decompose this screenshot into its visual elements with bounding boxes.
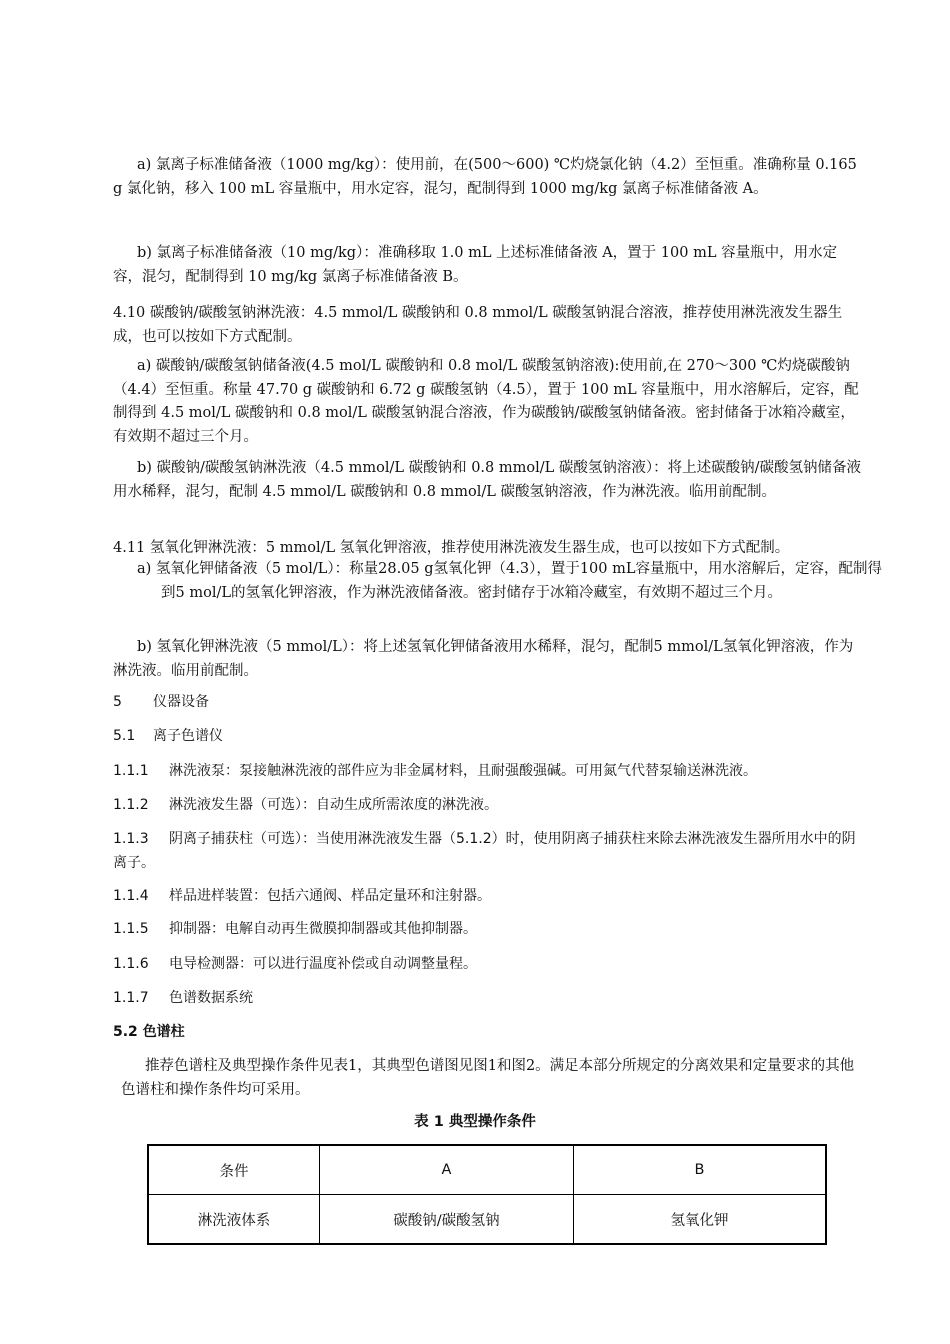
table-row <box>148 1195 826 1245</box>
heading-5-2-number: 5.2 <box>113 1024 138 1040</box>
item-1-1-6: 1.1.6 电导检测器：可以进行温度补偿或自动调整量程。 <box>113 956 477 972</box>
heading-5-number: 5 <box>113 694 122 710</box>
cell-eluent-a: 碳酸钠/碳酸氢钠 <box>320 1195 574 1245</box>
header-condition: 条件 <box>148 1145 320 1195</box>
cell-eluent-system: 淋洗液体系 <box>148 1195 320 1245</box>
para-koh-eluent-b: b) 氢氧化钾淋洗液（5 mmol/L）：将上述氢氧化钾储备液用水稀释，混匀，配制5 mmol/L氢氧化钾溶液，作为淋洗液。临用前配制。 <box>113 639 854 679</box>
item-1-1-2: 1.1.2 淋洗液发生器（可选）：自动生成所需浓度的淋洗液。 <box>113 797 498 813</box>
item-1-1-7: 1.1.7 色谱数据系统 <box>113 990 253 1006</box>
para-chloride-stock-b: b) 氯离子标准储备液（10 mg/kg）：准确移取 1.0 mL 上述标准储备液 A，置于 100 mL 容量瓶中，用水定容，混匀，配制得到 10 mg/kg 氯离子标准储备液 B。 <box>113 245 838 285</box>
operating-conditions-table <box>147 1144 827 1245</box>
header-b: B <box>574 1145 827 1195</box>
para-koh-stock-a: a) 氢氧化钾储备液（5 mol/L）：称量28.05 g氢氧化钾（4.3），置于100 mL容量瓶中，用水溶解后，定容，配制得到5 mol/L的氢氧化钾溶液，作为淋洗液储备液。密封储存于冰箱冷藏室，有效期不超过三个月。 <box>137 561 882 601</box>
clause-4-11: 4.11 氢氧化钾淋洗液：5 mmol/L 氢氧化钾溶液，推荐使用淋洗液发生器生成，也可以按如下方式配制。 <box>113 540 790 556</box>
heading-5-1-title: 离子色谱仪 <box>153 728 223 744</box>
item-1-1-1: 1.1.1 淋洗液泵：泵接触淋洗液的部件应为非金属材料，且耐强酸强碱。可用氮气代替泵输送淋洗液。 <box>113 763 757 779</box>
heading-5-1-number: 5.1 <box>113 728 136 744</box>
para-5-2: 推荐色谱柱及典型操作条件见表1，其典型色谱图见图1和图2。满足本部分所规定的分离效果和定量要求的其他色谱柱和操作条件均可采用。 <box>121 1058 855 1098</box>
item-1-1-5: 1.1.5 抑制器：电解自动再生微膜抑制器或其他抑制器。 <box>113 921 477 937</box>
item-1-1-3: 1.1.3 阴离子捕获柱（可选）：当使用淋洗液发生器（5.1.2）时，使用阴离子捕获柱来除去淋洗液发生器所用水中的阴离子。 <box>113 831 856 871</box>
heading-5-2-title: 色谱柱 <box>142 1024 185 1040</box>
item-1-1-4: 1.1.4 样品进样装置：包括六通阀、样品定量环和注射器。 <box>113 888 491 904</box>
para-carbonate-stock-a: a) 碳酸钠/碳酸氢钠储备液(4.5 mol/L 碳酸钠和 0.8 mol/L 碳酸氢钠溶液):使用前,在 270～300 ℃灼烧碳酸钠（4.4）至恒重。称量 47.70 g 碳酸钠和 6.72 g 碳酸氢钠（4.5），置于 100 mL 容量瓶中，用水溶解后，定容，配制得到 4.5 mol/L 碳酸钠和 0.8 mol/L 碳酸氢钠混合溶液，作为碳酸钠/碳酸氢钠储备液。密封储备于冰箱冷藏室，有效期不超过三个月。 <box>113 358 859 445</box>
heading-5-2 <box>113 1021 863 1045</box>
table-caption: 表 1 典型操作条件 <box>414 1114 536 1130</box>
para-carbonate-eluent-b: b) 碳酸钠/碳酸氢钠淋洗液（4.5 mmol/L 碳酸钠和 0.8 mmol/L 碳酸氢钠溶液）：将上述碳酸钠/碳酸氢钠储备液用水稀释，混匀，配制 4.5 mmol/L 碳酸钠和 0.8 mmol/L 碳酸氢钠溶液，作为淋洗液。临用前配制。 <box>113 460 861 500</box>
heading-5 <box>113 691 863 715</box>
heading-5-title: 仪器设备 <box>153 694 209 710</box>
table-header-row <box>148 1145 826 1195</box>
cell-eluent-b: 氢氧化钾 <box>574 1195 827 1245</box>
header-a: A <box>320 1145 574 1195</box>
clause-4-10: 4.10 碳酸钠/碳酸氢钠淋洗液：4.5 mmol/L 碳酸钠和 0.8 mmol/L 碳酸氢钠混合溶液，推荐使用淋洗液发生器生成，也可以按如下方式配制。 <box>113 305 843 345</box>
heading-5-1 <box>113 725 863 749</box>
para-chloride-stock-a: a) 氯离子标准储备液（1000 mg/kg）：使用前，在(500～600) ℃灼烧氯化钠（4.2）至恒重。准确称量 0.165 g 氯化钠，移入 100 mL 容量瓶中，用水定容，混匀，配制得到 1000 mg/kg 氯离子标准储备液 A。 <box>113 157 857 197</box>
